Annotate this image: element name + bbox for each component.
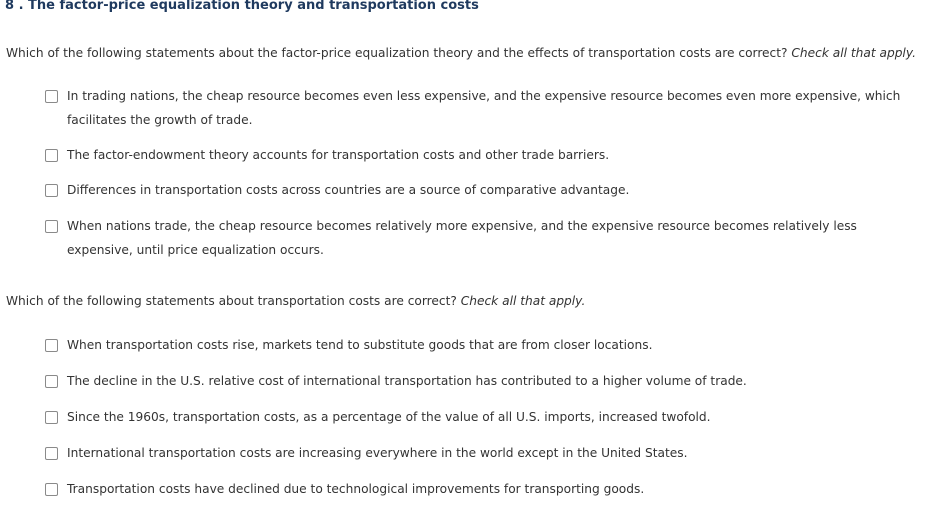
option-2-1[interactable]	[45, 337, 905, 357]
option-label[interactable]: When nations trade, the cheap resource becomes relatively more expensive, and the expensive resource becomes relatively less expensive, until price equalization occurs.	[67, 219, 857, 257]
prompt-instruction-1: Check all that apply.	[791, 46, 916, 60]
checkbox[interactable]	[45, 149, 58, 162]
option-2-5[interactable]	[45, 481, 905, 501]
checkbox[interactable]	[45, 90, 58, 103]
checkbox[interactable]	[45, 339, 58, 352]
option-2-2[interactable]	[45, 373, 905, 393]
option-label[interactable]: Since the 1960s, transportation costs, as a percentage of the value of all U.S. imports, increased twofold.	[67, 410, 711, 424]
question-prompt-2	[6, 293, 585, 309]
question-prompt-1	[6, 45, 916, 61]
prompt-text-2: Which of the following statements about transportation costs are correct?	[6, 294, 457, 308]
checkbox[interactable]	[45, 375, 58, 388]
option-label[interactable]: In trading nations, the cheap resource becomes even less expensive, and the expensive resource becomes even more expensive, which facilitates the growth of trade.	[67, 89, 901, 127]
option-label[interactable]: International transportation costs are increasing everywhere in the world except in the United States.	[67, 446, 688, 460]
checkbox[interactable]	[45, 220, 58, 233]
prompt-text-1: Which of the following statements about the factor-price equalization theory and the effects of transportation costs are correct?	[6, 46, 788, 60]
option-2-4[interactable]	[45, 445, 905, 465]
option-label[interactable]: Transportation costs have declined due to technological improvements for transporting goods.	[67, 482, 645, 496]
option-label[interactable]: Differences in transportation costs across countries are a source of comparative advantage.	[67, 183, 630, 197]
option-label[interactable]: The factor-endowment theory accounts for transportation costs and other trade barriers.	[67, 148, 610, 162]
option-label[interactable]: The decline in the U.S. relative cost of international transportation has contributed to a higher volume of trade.	[67, 374, 747, 388]
question-title: 8 . The factor-price equalization theory and transportation costs	[5, 0, 479, 13]
checkbox[interactable]	[45, 483, 58, 496]
option-2-3[interactable]	[45, 409, 905, 429]
option-1-4[interactable]	[45, 218, 905, 262]
checkbox[interactable]	[45, 447, 58, 460]
option-1-2[interactable]	[45, 147, 905, 167]
checkbox[interactable]	[45, 184, 58, 197]
option-1-1[interactable]	[45, 88, 905, 132]
checkbox[interactable]	[45, 411, 58, 424]
option-label[interactable]: When transportation costs rise, markets tend to substitute goods that are from closer locations.	[67, 338, 653, 352]
option-1-3[interactable]	[45, 182, 905, 202]
prompt-instruction-2: Check all that apply.	[460, 294, 586, 308]
